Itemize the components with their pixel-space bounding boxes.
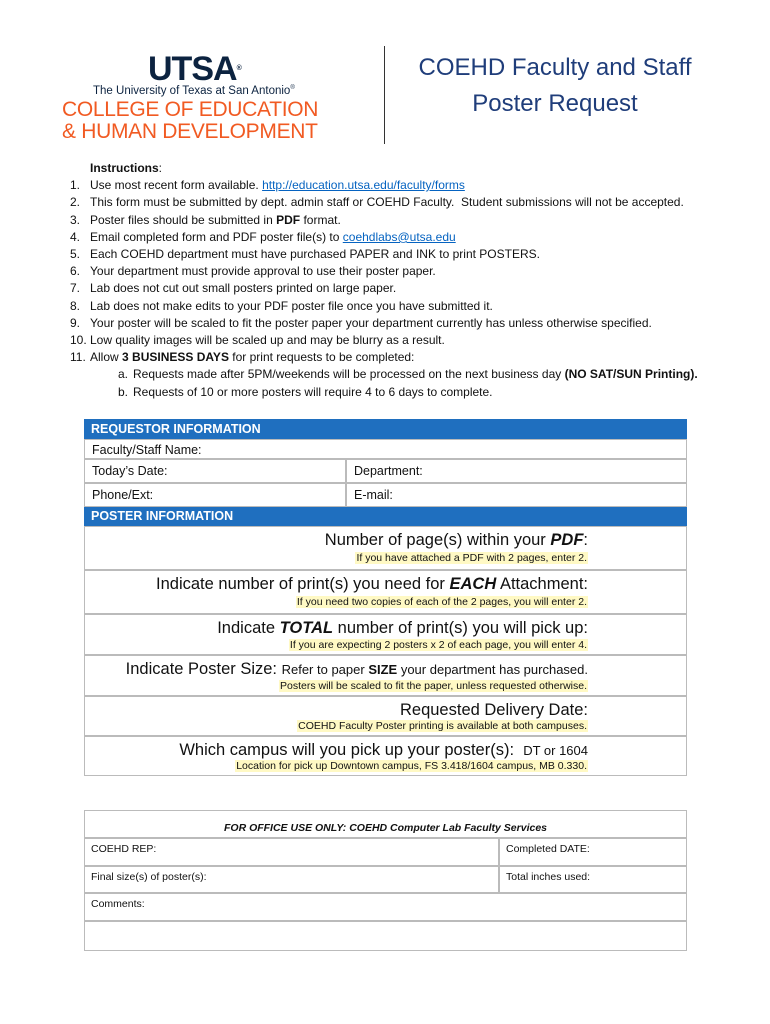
coehd-rep-field[interactable] (84, 838, 499, 866)
date-label: Today’s Date: (92, 464, 168, 478)
pages-question: Number of page(s) within your PDF: (324, 531, 588, 549)
instruction-item: 2. This form must be submitted by dept. admin staff or COEHD Faculty. Student submissions will not be accepted. (70, 195, 684, 210)
each-prints-hint: If you need two copies of each of the 2 pages, you will enter 2. (296, 596, 587, 608)
instruction-item: 11. Allow 3 BUSINESS DAYS for print requests to be completed: (70, 350, 415, 365)
instruction-item: 1. Use most recent form available. http://education.utsa.edu/faculty/forms (70, 178, 465, 193)
title-line-2: Poster Request (472, 90, 638, 117)
poster-heading: POSTER INFORMATION (84, 507, 687, 526)
instruction-sub-item: b. Requests of 10 or more posters will require 4 to 6 days to complete. (118, 384, 493, 399)
comments-field[interactable] (84, 893, 687, 921)
phone-label: Phone/Ext: (92, 488, 154, 502)
college-name (62, 99, 318, 143)
utsa-logo: UTSA® (148, 50, 242, 88)
instruction-item: 3. Poster files should be submitted in PDF format. (70, 212, 341, 227)
total-inches-field[interactable] (499, 866, 687, 893)
instruction-item: 9. Your poster will be scaled to fit the poster paper your department currently has unless otherwise specified. (70, 315, 652, 330)
department-field[interactable] (346, 459, 687, 483)
poster-size-field[interactable] (84, 655, 687, 696)
coehd-rep-label: COEHD REP: (91, 843, 157, 855)
requestor-heading: REQUESTOR INFORMATION (84, 419, 687, 439)
total-prints-question: Indicate TOTAL number of print(s) you will pick up: (217, 619, 588, 637)
requestor-section (84, 419, 687, 526)
office-use-section (84, 810, 687, 951)
college-line-2: & HUMAN DEVELOPMENT (62, 120, 318, 143)
instruction-item: 4. Email completed form and PDF poster file(s) to coehdlabs@utsa.edu (70, 229, 456, 244)
faculty-name-field[interactable] (84, 439, 687, 459)
phone-field[interactable] (84, 483, 346, 507)
poster-size-question: Indicate Poster Size: Refer to paper SIZE your department has purchased. (125, 660, 588, 678)
campus-question: Which campus will you pick up your poster(s): DT or 1604 (179, 741, 588, 759)
instruction-sub-item: a. Requests made after 5PM/weekends will be processed on the next business day (NO SAT/SUN Printing). (118, 367, 698, 382)
instruction-item: 6. Your department must provide approval to use their poster paper. (70, 264, 436, 279)
instruction-item: 10. Low quality images will be scaled up and may be blurry as a result. (70, 333, 445, 348)
each-prints-field[interactable] (84, 570, 687, 614)
completed-date-label: Completed DATE: (506, 843, 590, 855)
total-prints-hint: If you are expecting 2 posters x 2 of each page, you will enter 4. (289, 639, 587, 651)
final-size-label: Final size(s) of poster(s): (91, 871, 207, 883)
email-field[interactable] (346, 483, 687, 507)
delivery-date-field[interactable] (84, 696, 687, 736)
email-link[interactable]: coehdlabs@utsa.edu (342, 229, 456, 244)
pages-field[interactable] (84, 526, 687, 570)
title-line-1: COEHD Faculty and Staff (418, 54, 692, 81)
instruction-item: 8. Lab does not make edits to your PDF poster file once you have submitted it. (70, 298, 493, 313)
logo-wordmark: UTSA (148, 50, 237, 88)
final-size-field[interactable] (84, 866, 499, 893)
form-title (390, 50, 720, 122)
comments-label: Comments: (91, 898, 145, 910)
department-label: Department: (354, 464, 423, 478)
faculty-name-label: Faculty/Staff Name: (92, 443, 202, 457)
delivery-date-question: Requested Delivery Date: (399, 701, 588, 719)
logo-tagline: The University of Texas at San Antonio® (93, 85, 295, 97)
completed-date-field[interactable] (499, 838, 687, 866)
total-inches-label: Total inches used: (506, 871, 591, 883)
instruction-item: 5. Each COEHD department must have purchased PAPER and INK to print POSTERS. (70, 247, 540, 262)
instructions-heading: Instructions: (90, 161, 163, 175)
date-field[interactable] (84, 459, 346, 483)
header-divider (384, 46, 385, 144)
pages-hint: If you have attached a PDF with 2 pages, enter 2. (356, 552, 587, 564)
campus-options: DT or 1604 (523, 743, 588, 758)
campus-field[interactable] (84, 736, 687, 776)
each-prints-question: Indicate number of print(s) you need for EACH Attachment: (156, 575, 588, 593)
instruction-item: 7. Lab does not cut out small posters printed on large paper. (70, 281, 397, 296)
office-use-title: FOR OFFICE USE ONLY: COEHD Computer Lab Faculty Services (84, 810, 687, 838)
email-label: E-mail: (354, 488, 393, 502)
total-prints-field[interactable] (84, 614, 687, 655)
instructions (70, 160, 750, 401)
delivery-date-hint: COEHD Faculty Poster printing is available at both campuses. (298, 720, 587, 732)
forms-link[interactable]: http://education.utsa.edu/faculty/forms (262, 178, 465, 193)
comments-area[interactable] (84, 921, 687, 951)
campus-hint: Location for pick up Downtown campus, FS 3.418/1604 campus, MB 0.330. (236, 760, 587, 772)
college-line-1: COLLEGE OF EDUCATION (62, 98, 319, 121)
poster-size-hint: Posters will be scaled to fit the paper, unless requested otherwise. (279, 680, 587, 692)
